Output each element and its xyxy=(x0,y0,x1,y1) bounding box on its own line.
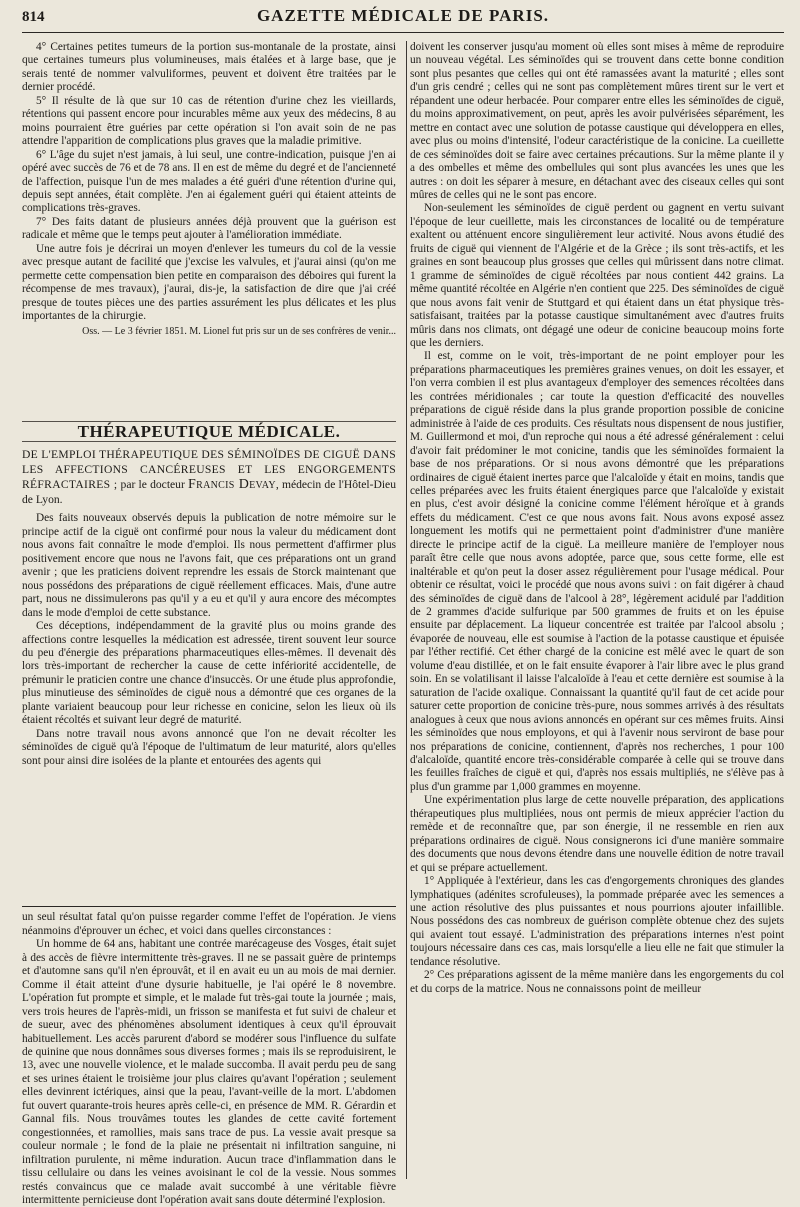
right-column xyxy=(403,41,784,1105)
paragraph: 7° Des faits datant de plusieurs années déjà prouvent que la guérison est radicale et même que le temps peut ajouter à l'amélioration immédiate. xyxy=(22,215,396,242)
article-title: DE L'EMPLOI THÉRAPEUTIQUE DES SÉMINOÏDES DE CIGUË DANS LES AFFECTIONS CANCÉREUSES ET LES ENGORGEMENTS RÉFRACTAIRES ; xyxy=(22,448,396,492)
column-divider xyxy=(406,41,407,1179)
feuilleton-continuation xyxy=(22,911,396,1206)
author-affiliation: , médecin de l'Hôtel-Dieu de Lyon. xyxy=(22,478,396,507)
left-column xyxy=(22,41,403,1206)
paragraph: doivent les conserver jusqu'au moment où elles sont mises à même de reproduire un nouveau végétal. Les séminoïdes qui se trouvent dans cette bonne condition sont plus pesantes que celles qui ont été ramassées avant la maturité ; elles sont d'un gris cendré ; celles qui ne sont pas complètement mûres tirent sur le vert et répandent une odeur herbacée. Pour comparer entre elles les séminoïdes de ciguë, du moins approximativement, on peut, après les avoir pulvérisées séparément, les mettre en contact avec une solution de potasse caustique qui développera en elles, avec plus ou moins d'intensité, l'odeur caractéristique de la conicine. La cueillette de ces séminoïdes doit se faire avec certaines précautions. Sur la même plante il y a des ombelles et même des ombellules qui sont plus avancées les unes que les autres : on doit les séparer à mesure, en détachant avec des ciseaux celles qui sont mûres de celles qui ne le sont pas encore. xyxy=(410,41,784,201)
page-number: 814 xyxy=(22,9,45,25)
journal-title: GAZETTE MÉDICALE DE PARIS. xyxy=(256,6,550,25)
horizontal-rule xyxy=(22,906,396,907)
paragraph: 2° Ces préparations agissent de la même manière dans les engorgements du col et du corps de la matrice. Nous ne connaissons point de meilleur xyxy=(410,969,784,995)
paragraph: Non-seulement les séminoïdes de ciguë perdent ou gagnent en vertu suivant l'époque de leur cueillette, mais les circonstances de localité ou de température exaltent ou atténuent encore singulièrement leur activité. Nous avons étudié des fruits de ciguë qui viennent de l'Algérie et de la Grèce ; ils sont très-actifs, et les graines en sont beaucoup plus grosses que celles qui mûrissent dans notre climat. 1 gramme de séminoïdes de ciguë récoltées par nous contient 442 grains. La même quantité récoltée en Algérie n'en contient que 225. Des séminoïdes de ciguë que nous avons fait venir de Stuttgard et qui étaient dans un état physique très-satisfaisant, traitées par la potasse caustique simultanément avec d'autres fruits mûris dans nos climats, ont dégagé une odeur de conicine beaucoup moins forte que les derniers. xyxy=(410,202,784,349)
paragraph: 6° L'âge du sujet n'est jamais, à lui seul, une contre-indication, puisque j'en ai opéré avec succès de 76 et de 78 ans. Il en est de même du degré et de l'ancienneté de l'affection, puisque l'un de mes malades a été guéri d'une rétention d'urine qui, depuis sept années, était complète. J'en ai également guéri qui étaient atteints de complications très-graves. xyxy=(22,148,396,215)
section-heading: THÉRAPEUTIQUE MÉDICALE. xyxy=(22,421,396,442)
running-header xyxy=(22,6,784,33)
author-name: Francis Devay xyxy=(188,477,276,493)
paragraph: 4° Certaines petites tumeurs de la portion sus-montanale de la prostate, ainsi que certaines tumeurs plus volumineuses, mais étalées et à large base, que je serais tenté de nommer valvuliformes, peuvent et doivent être traitées par le dernier procédé. xyxy=(22,41,396,94)
article-body-left xyxy=(22,512,396,902)
two-column-body xyxy=(22,41,784,1206)
paragraph: Ces déceptions, indépendamment de la gravité plus ou moins grande des affections contre lesquelles la médication est adressée, tirent souvent leur source du peu d'énergie des préparations pharmaceutiques elles-mêmes. Il devenait dès lors très-important de rechercher la cause de cette infériorité accidentelle, de prémunir le praticien contre une chance d'insuccès. Or une étude plus approfondie, plus minutieuse des séminoïdes de ciguë nous a démontré que ces organes de la plante variaient beaucoup pour leur richesse en conicine, selon les lieux où ils étaient récoltés et suivant leur degré de maturité. xyxy=(22,620,396,727)
paragraph: Une autre fois je décrirai un moyen d'enlever les tumeurs du col de la vessie avec presque autant de facilité que j'excise les valvules, et j'aurai ainsi (qu'on me permette cette compensation bien petite en comparaison des déboires qui furent la récompense de mes travaux), j'aurai, dis-je, la satisfaction de dire que j'ai créé presque de toutes pièces une des parties assurément les plus délicates et les plus importantes de la chirurgie. xyxy=(22,242,396,323)
paragraph: un seul résultat fatal qu'on puisse regarder comme l'effet de l'opération. Je viens néanmoins d'éprouver un échec, et voici dans quelles circonstances : xyxy=(22,911,396,937)
observation-note: Oss. — Le 3 février 1851. M. Lionel fut pris sur un de ses confrères de venir... xyxy=(82,325,396,337)
paragraph: 1° Appliquée à l'extérieur, dans les cas d'engorgements chroniques des glandes lymphatiques (adénites scrofuleuses), la pommade préparée avec les semences a une action résolutive des plus puissantes et nous pourrions ajouter infaillible. Nous possédons des cas nombreux de guérison complète obtenue chez des sujets qui avaient tout essayé. L'administration des préparations internes n'est point toujours nécessaire dans ces cas, mais lorsqu'elle a lieu elle ne fait que stimuler la tendance résolutive. xyxy=(410,875,784,968)
article-heading xyxy=(22,447,396,507)
paragraph: Il est, comme on le voit, très-important de ne point employer pour les préparations pharmaceutiques les premières graines venues, on doit les essayer, et l'on verra combien il est plus avantageux d'employer des semences récoltées dans les contrées méridionales ; car toute la question d'efficacité des nouvelles préparations de ciguë réside dans la plus grande proportion possible de conicine administrée à l'aide de ces produits. Ces résultats nous dispensent de nous justifier, M. Guillermond et moi, d'un reproche qui nous a été adressé généralement : celui d'avoir fait prédominer le mot conicine, tandis que les séminoïdes formaient la base de nos préparations. Or si nous avons démontré que les préparations ordinaires de ciguë étaient inertes parce que l'alcaloïde y était en moins, tandis que celles préparées avec les fruits étaient énergiques parce que l'alcaloïde y existait en plus, c'est avoir désigné la conicine comme l'élément héroïque et à grands effets du médicament. C'est ce que nous avons fait. Nous avons exposé assez longuement les motifs qui ne permettaient point d'administrer d'une manière directe le principe actif de la ciguë. La meilleure manière de l'employer nous paraît être celle que nous avons adoptée, parce que, sous cette forme, elle est inaltérable et qu'on peut la doser assez régulièrement pour l'usage médical. Pour obtenir ce résultat, voici le procédé que nous avons suivi : on fait digérer à chaud des séminoïdes de ciguë dans de l'alcool à 28°, légèrement acidulé par l'addition de 2 grammes d'acide sulfurique par 500 grammes de fruits et on les épuise ensuite par déplacement. La liqueur concentrée est traitée par l'alcool absolu ; évaporée de nouveau, elle est soumise à l'action de la potasse caustique et épuisée par l'éther rectifié. Cet éther chargé de la conicine est mêlé avec le quart de son volume d'eau distillée, et on le fait ensuite évaporer à l'air libre avec le plus grand soin. En se volatilisant il laisse l'alcaloïde à l'eau et cette dernière est soumise à la saturation de l'acide oxalique. Connaissant la quantité qu'il faut de cet acide pour saturer cette proportion de conicine très-pure, nous sommes arrivés à des résultats analogues à ceux que nous avions annoncés en opérant sur ces mêmes fruits. Ainsi les séminoïdes que nous employons, et qui à l'avenir nous serviront de base pour nos préparations de conicine, contiennent, d'après nos recherches, 1 pour 100 d'alcaloïde, quantité encore très-considérable comparée à celle qui se trouve dans les feuilles fraîches de ciguë et qui, d'après nos essais multipliés, ne s'élève pas à plus d'un gramme par 1,000 grammes en moyenne. xyxy=(410,350,784,793)
paragraph: Une expérimentation plus large de cette nouvelle préparation, des applications thérapeutiques plus multipliées, nous ont permis de mieux apprécier l'action du remède et de reconnaître que, par son énergie, il ne ressemble en rien aux préparations ordinaires de ciguë. Nous consignerons ici d'une manière sommaire des documents que nous devons étendre dans une nouvelle édition de notre travail et qui se prépare actuellement. xyxy=(410,794,784,874)
paragraph: Un homme de 64 ans, habitant une contrée marécageuse des Vosges, était sujet à des accès de fièvre intermittente très-graves. Il ne se passait guère de printemps et d'automne sans qu'il n'en éprouvât, et il en avait eu un au mois de mai dernier. Comme il était atteint d'une dysurie habituelle, je l'ai opéré le 8 novembre. L'opération fut prompte et simple, et le malade fut très-gai toute la journée ; mais, vers trois heures de l'après-midi, un frisson se manifesta et fut suivi de chaleur et de sueur, avec des phénomènes absolument identiques à ceux qu'il éprouvait habituellement. Les accès parurent d'abord se modérer sous l'influence du sulfate de quinine que nous donnâmes sous diverses formes ; mais ils se reproduisirent, le 13, avec une nouvelle violence, et le malade succomba. Il avait perdu peu de sang et ses urines étaient le troisième jour plus claires qu'avant l'opération ; seulement elles devinrent ictériques, ainsi que la peau, l'avant-veille de la mort. L'abdomen fut ouvert quarante-trois heures après celle-ci, en présence de MM. R. Gérardin et Gannal fils. Nous trouvâmes toutes les glandes de cette cavité fortement congestionnées, et ramollies, mais sans trace de pus. La vessie avait presque sa couleur normale ; le fond de la plaie ne présentait ni infiltration sanguine, ni infiltration purulente, ni même induration. Aucun trace d'inflammation dans le tissu cellulaire ou dans les veines avoisinant le col de la vessie. Nous sommes restés convaincus que ce malade avait succombé à une véritable fièvre intermittente pernicieuse dont l'opération avait sans doute déterminé l'explosion. xyxy=(22,938,396,1206)
paragraph: Dans notre travail nous avons annoncé que l'on ne devait récolter les séminoïdes de ciguë qu'à l'époque de l'ultimatum de leur maturité, alors qu'elles sont pour ainsi dire isolées de la plante et entourées des agents qui xyxy=(22,727,396,767)
paragraph: 5° Il résulte de là que sur 10 cas de rétention d'urine chez les vieillards, rétentions qui passent encore pour incurables même aux yeux des médecins, 8 au moins pourraient être guéries par cette opération si l'on avait soin de ne pas attendre l'apparition de complications plus graves que la maladie primitive. xyxy=(22,94,396,148)
paragraph: Des faits nouveaux observés depuis la publication de notre mémoire sur le principe actif de la ciguë ont confirmé pour nous la valeur du médicament dont nous avons fait connaître le mode d'emploi. Ils nous permettent d'affirmer plus positivement encore que nous ne l'avons fait, que ces préparations ont un grand avenir ; que les praticiens doivent reprendre les essais de Storck maintenant que nous possédons des préparations de ciguë réellement efficaces. Mais, d'une autre part, nous ne dissimulerons pas qu'il y a eu et qu'il y aura encore des mécomptes dans le mode d'emploi de cette substance. xyxy=(22,512,396,619)
surgery-conclusions xyxy=(22,41,396,415)
byline-prefix: par le docteur xyxy=(120,478,185,492)
